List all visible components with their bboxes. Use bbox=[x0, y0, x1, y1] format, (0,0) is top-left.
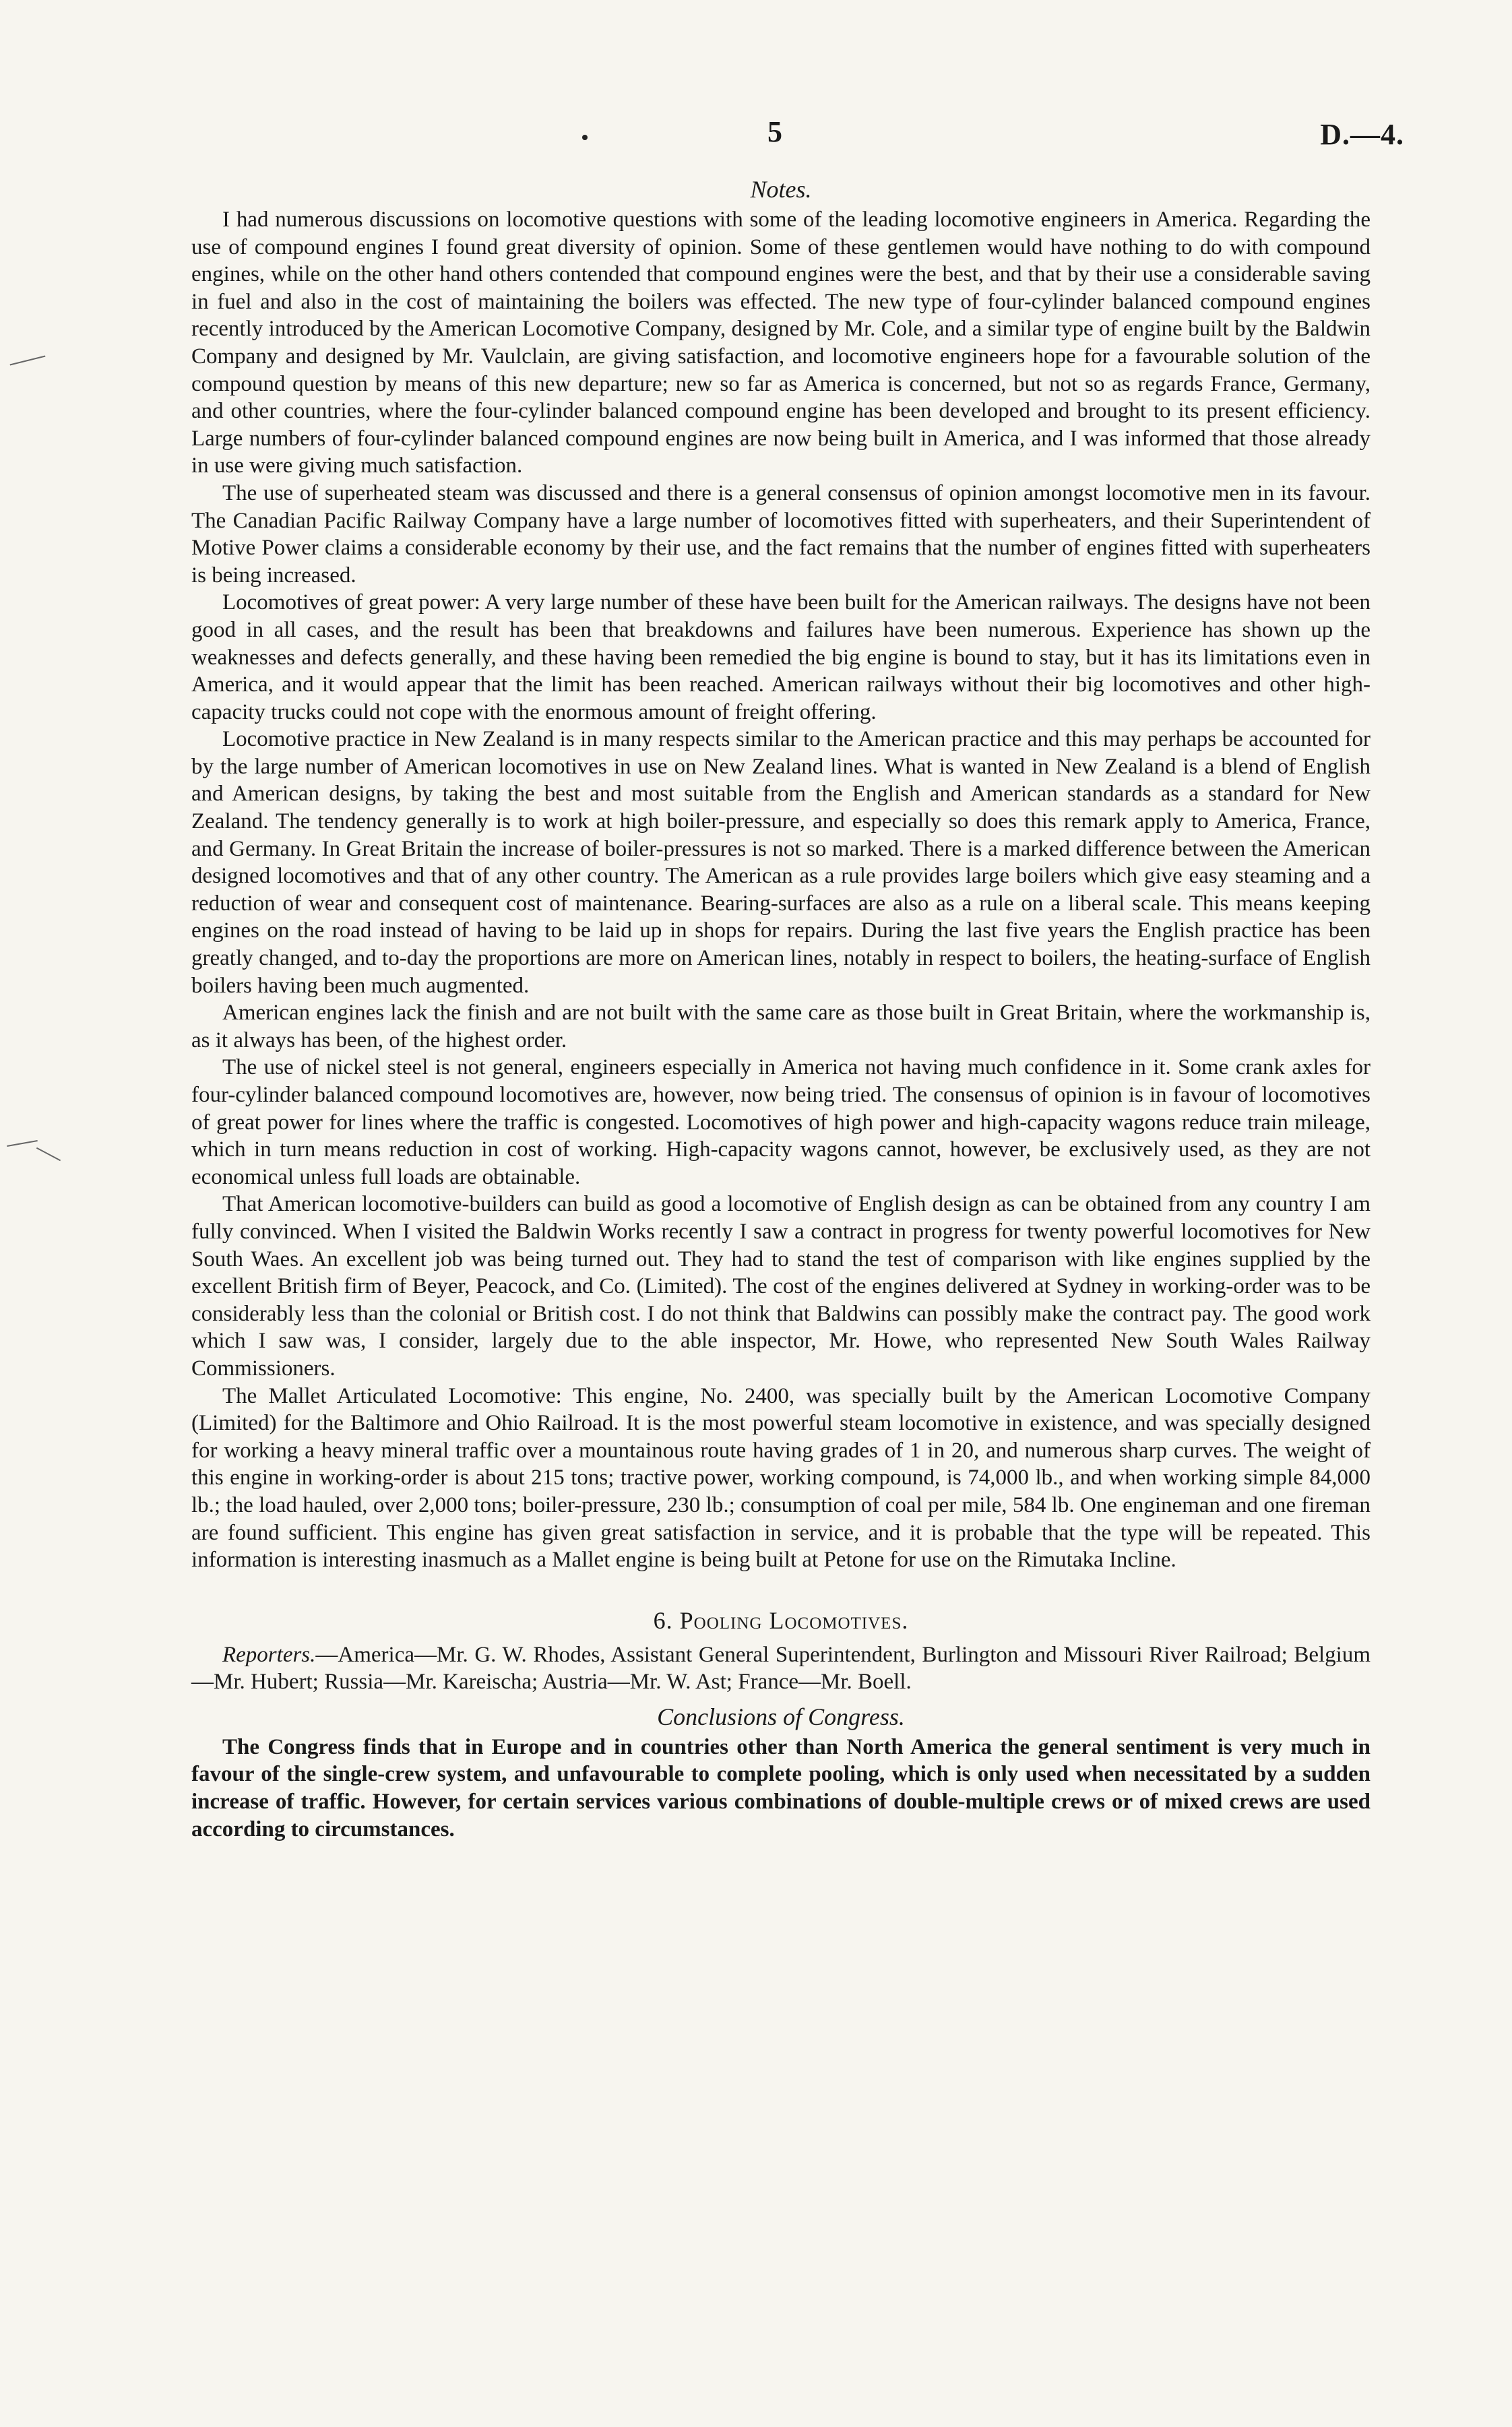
section-title: Pooling Locomotives. bbox=[679, 1606, 909, 1634]
reporters-paragraph bbox=[191, 1641, 1371, 1696]
notes-paragraph: The use of superheated steam was discussed and there is a general consensus of opinion amongst locomotive men in its favour. The Canadian Pacific Railway Company have a large number of locomotives fitted with superheaters, and their Superintendent of Motive Power claims a considerable economy by their use, and the fact remains that the number of engines fitted with superheaters is being increased. bbox=[191, 480, 1371, 588]
notes-heading: Notes. bbox=[750, 176, 812, 203]
document-reference: D.—4. bbox=[1320, 118, 1404, 151]
notes-paragraph: The Mallet Articulated Locomotive: This engine, No. 2400, was specially built by the American Locomotive Company (Limited) for the Baltimore and Ohio Railroad. It is the most powerful steam locomotive in existence, and was specially designed for working a heavy mineral traffic over a mountainous route having grades of 1 in 20, and numerous sharp curves. The weight of this engine in working-order is about 215 tons; tractive power, working compound, is 74,000 lb., and when working simple 84,000 lb.; the load hauled, over 2,000 tons; boiler-pressure, 230 lb.; consumption of coal per mile, 584 lb. One engineman and one fireman are found sufficient. This engine has given great satisfaction in service, and it is probable that the type will be repeated. This information is interesting inasmuch as a Mallet engine is being built at Petone for use on the Rimutaka Incline. bbox=[191, 1383, 1371, 1573]
notes-paragraph: Locomotives of great power: A very large number of these have been built for the American railways. The designs have not been good in all cases, and the result has been that breakdowns and failures have been numerous. Experience has shown up the weaknesses and defects generally, and these having been remedied the big engine is bound to stay, but it has its limitations even in America, and it would appear that the limit has been reached. American railways without their big locomotives and other high-capacity trucks could not cope with the enormous amount of freight offering. bbox=[191, 590, 1371, 724]
reporters-label: Reporters. bbox=[222, 1642, 316, 1667]
conclusions-heading: Conclusions of Congress. bbox=[657, 1703, 905, 1730]
margin-mark bbox=[7, 1140, 38, 1147]
margin-mark bbox=[36, 1147, 61, 1162]
conclusions-paragraph: The Congress finds that in Europe and in countries other than North America the general sentiment is very much in favour of the single-crew system, and unfavourable to complete pooling, which is only used when necessitated by a sudden increase of traffic. However, for certain services various combinations of double-multiple crews or of mixed crews are used according to circumstances. bbox=[191, 1734, 1371, 1841]
notes-section bbox=[191, 206, 1371, 1574]
notes-paragraph: I had numerous discussions on locomotive questions with some of the leading locomotive engineers in America. Regarding the use of compound engines I found great diversity of opinion. Some of these gentlemen would have nothing to do with compound engines, while on the other hand others contended that compound engines were the best, and that by their use a considerable saving in fuel and also in the cost of maintaining the boilers was effected. The new type of four-cylinder balanced compound engines recently introduced by the American Locomotive Company, designed by Mr. Cole, and a similar type of engine built by the Baldwin Company and designed by Mr. Vaulclain, are giving satisfaction, and locomotive engineers hope for a favourable solution of the compound question by means of this new departure; new so far as America is concerned, but not so as regards France, Germany, and other countries, where the four-cylinder balanced compound engine has been developed and brought to its present efficiency. Large numbers of four-cylinder balanced compound engines are now being built in America, and I was informed that those already in use were giving much satisfaction. bbox=[191, 208, 1371, 478]
header-dot bbox=[582, 135, 588, 140]
notes-paragraph: American engines lack the finish and are not built with the same care as those built in Great Britain, where the workmanship is, as it always has been, of the highest order. bbox=[191, 1001, 1371, 1052]
notes-paragraph: Locomotive practice in New Zealand is in many respects similar to the American practice and this may perhaps be accounted for by the large number of American locomotives in use on New Zealand lines. What is wanted in New Zealand is a blend of English and American designs, by taking the best and most suitable from the English and American standards as a standard for New Zealand. The tendency generally is to work at high boiler-pressure, and especially so does this remark apply to America, France, and Germany. In Great Britain the increase of boiler-pressures is not so marked. There is a marked difference between the American designed locomotives and that of any other country. The American as a rule provides large boilers which give easy steaming and a reduction of wear and consequent cost of maintenance. Bearing-surfaces are also as a rule on a liberal scale. This means keeping engines on the road instead of having to be laid up in shops for repairs. During the last five years the English practice has been greatly changed, and to-day the proportions are more on American lines, notably in respect to boilers, the heating-surface of English boilers having been much augmented. bbox=[191, 727, 1371, 998]
document-page bbox=[191, 115, 1404, 1843]
section-heading bbox=[191, 1606, 1371, 1635]
margin-mark bbox=[10, 355, 46, 365]
notes-paragraph: The use of nickel steel is not general, engineers especially in America not having much confidence in it. Some crank axles for four-cylinder balanced compound locomotives are, however, now being tried. The consensus of opinion is in favour of locomotives of great power for lines where the traffic is congested. Locomotives of high power and high-capacity wagons reduce train mileage, which in turn means reduction in cost of working. High-capacity wagons cannot, however, be exclusively used, as they are not economical unless full loads are obtainable. bbox=[191, 1055, 1371, 1189]
reporters-text: —America—Mr. G. W. Rhodes, Assistant General Superintendent, Burlington and Missouri River Railroad; Belgium—Mr. Hubert; Russia—Mr. Kareischa; Austria—Mr. W. Ast; France—Mr. Boell. bbox=[191, 1642, 1371, 1695]
section-number: 6. bbox=[653, 1606, 673, 1634]
notes-paragraph: That American locomotive-builders can build as good a locomotive of English design as can be obtained from any country I am fully convinced. When I visited the Baldwin Works recently I saw a contract in progress for twenty powerful locomotives for New South Waes. An excellent job was being turned out. They had to stand the test of comparison with like engines supplied by the excellent British firm of Beyer, Peacock, and Co. (Limited). The cost of the engines delivered at Sydney in working-order was to be considerably less than the colonial or British cost. I do not think that Baldwins can possibly make the contract pay. The good work which I saw was, I consider, largely due to the able inspector, Mr. Howe, who represented New South Wales Railway Commissioners. bbox=[191, 1192, 1371, 1381]
page-number: 5 bbox=[767, 115, 782, 148]
page-header bbox=[191, 115, 1404, 168]
